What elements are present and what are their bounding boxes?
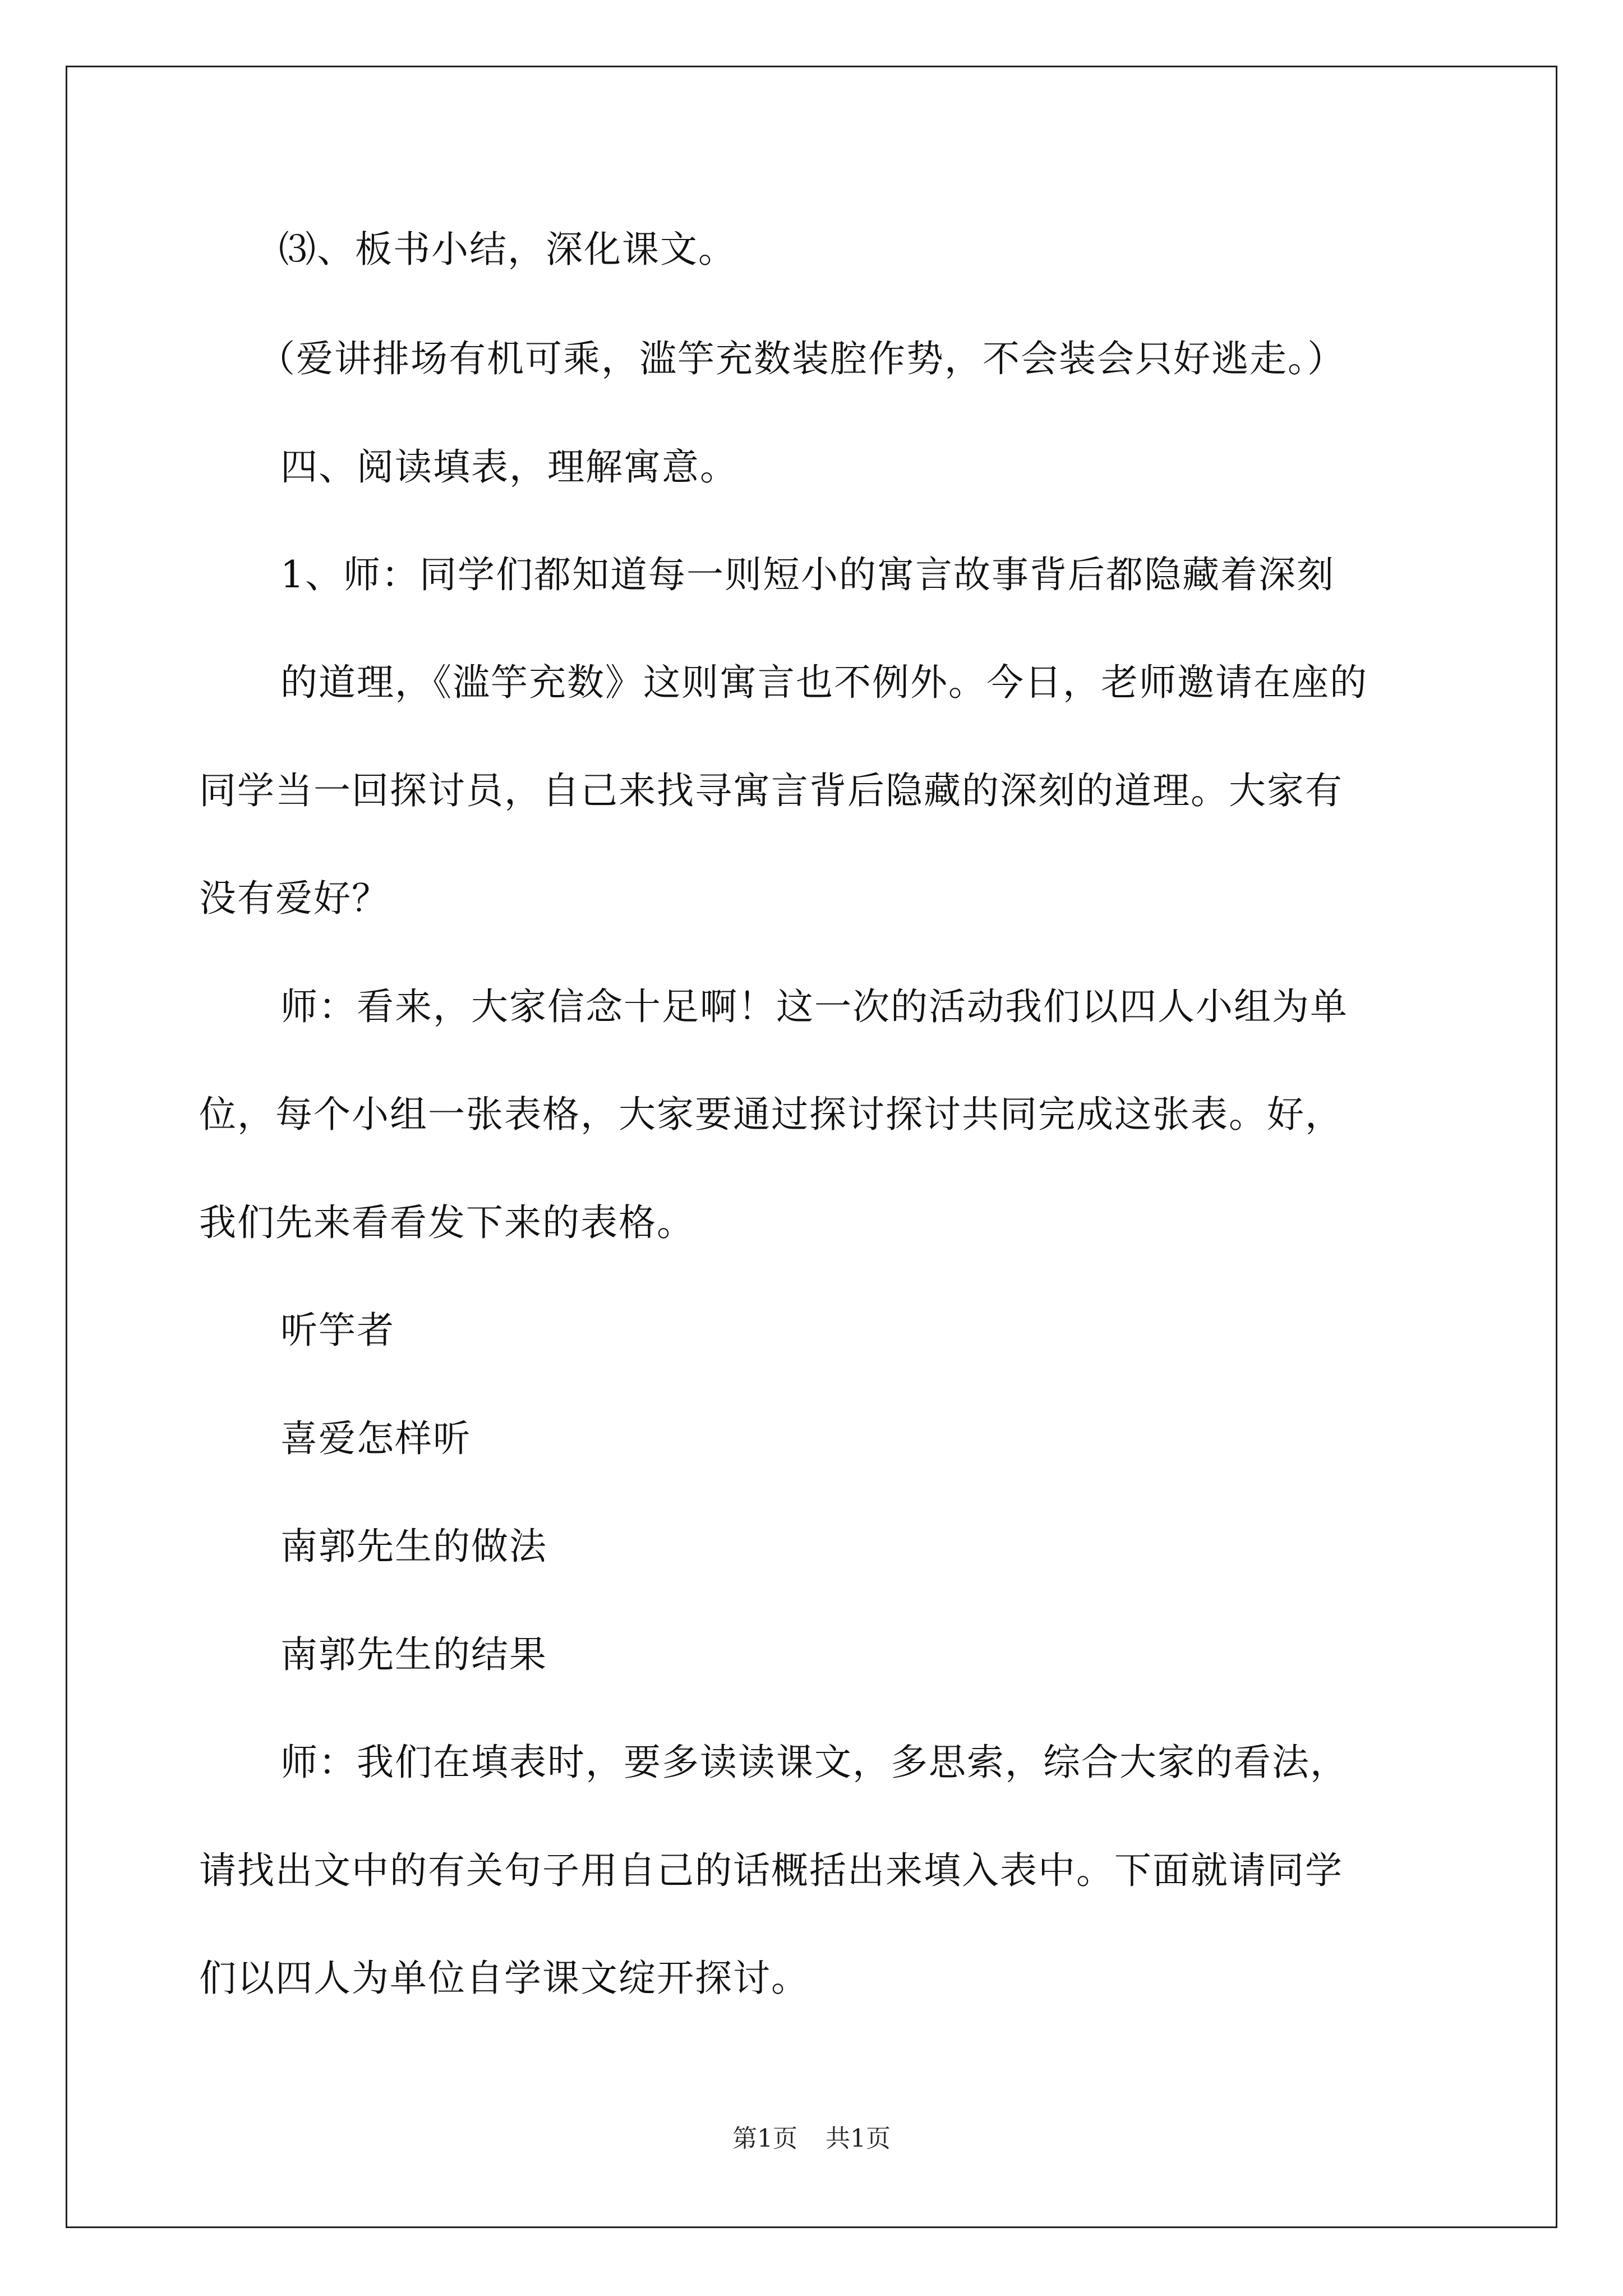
paragraph-line-1: ⑶、板书小结，深化课文。 — [279, 228, 736, 271]
table-item-listener: 听竽者 — [280, 1309, 395, 1352]
paragraph-line-5: 的道理，《滥竽充数》这则寓言也不例外。今日，老师邀请在座的 — [280, 661, 1368, 704]
page-number-total: 共1页 — [826, 2124, 891, 2153]
paragraph-line-6: 同学当一回探讨员，自己来找寻寓言背后隐藏的深刻的道理。大家有 — [199, 769, 1343, 812]
table-item-method: 南郭先生的做法 — [280, 1525, 547, 1568]
section-heading-4: 四、阅读填表，理解寓意。 — [280, 445, 738, 489]
paragraph-line-7: 没有爱好？ — [199, 877, 390, 920]
paragraph-line-10: 我们先来看看发下来的表格。 — [199, 1201, 695, 1244]
table-item-preference: 喜爱怎样听 — [280, 1417, 471, 1460]
paragraph-line-9: 位，每个小组一张表格，大家要通过探讨探讨共同完成这张表。好， — [199, 1093, 1343, 1136]
paragraph-line-16: 请找出文中的有关句子用自己的话概括出来填入表中。下面就请同学 — [199, 1849, 1343, 1892]
table-item-result: 南郭先生的结果 — [280, 1633, 547, 1676]
page-number-current: 第1页 — [732, 2124, 797, 2153]
page-footer — [0, 2123, 1623, 2155]
paragraph-line-8: 师：看来，大家信念十足啊！这一次的活动我们以四人小组为单 — [280, 985, 1348, 1028]
paragraph-line-2: （爱讲排场有机可乘，滥竽充数装腔作势，不会装会只好逃走。） — [258, 337, 1345, 380]
paragraph-line-15: 师：我们在填表时，要多读读课文，多思索，综合大家的看法， — [280, 1741, 1348, 1784]
paragraph-line-17: 们以四人为单位自学课文绽开探讨。 — [199, 1957, 809, 2000]
page-border — [66, 66, 1557, 2228]
paragraph-line-4: 1、师：同学们都知道每一则短小的寓言故事背后都隐藏着深刻 — [280, 553, 1335, 596]
